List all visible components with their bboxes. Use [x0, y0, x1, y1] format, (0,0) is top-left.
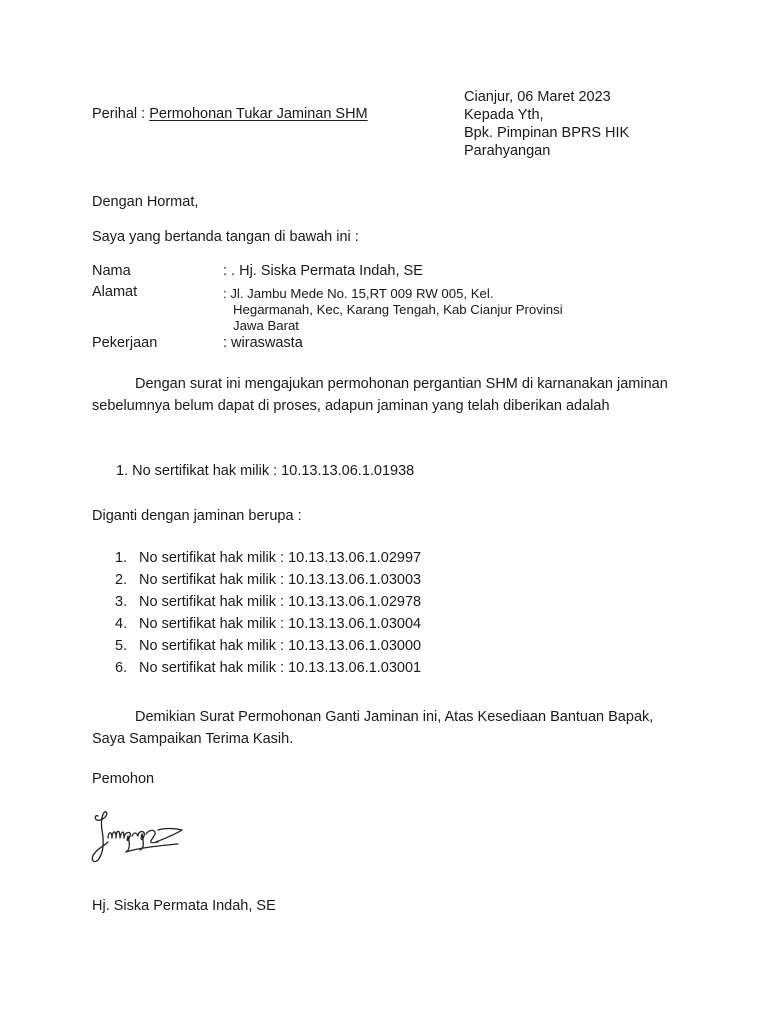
- list-item: No sertifikat hak milik : 10.13.13.06.1.02978: [139, 594, 422, 610]
- alamat-line-1: : Jl. Jambu Mede No. 15,RT 009 RW 005, Kel.: [223, 286, 494, 301]
- body-paragraph-1-text: Dengan surat ini mengajukan permohonan pergantian SHM di karnanakan jaminan sebelumnya belum dapat di proses, adapun jaminan yang telah diberikan adalah: [92, 376, 668, 414]
- subject-line: [92, 106, 368, 123]
- subject-text: Permohonan Tukar Jaminan SHM: [149, 106, 368, 122]
- list-item-number: 1.: [115, 550, 128, 566]
- list-item: No sertifikat hak milik : 10.13.13.06.1.03004: [139, 616, 422, 632]
- handwritten-signature-icon: [86, 808, 190, 870]
- alamat-line-3: Jawa Barat: [233, 318, 299, 333]
- recipient-salutation: Kepada Yth,: [464, 107, 544, 123]
- nama-label: Nama: [92, 263, 131, 279]
- recipient-name: Bpk. Pimpinan BPRS HIK: [464, 125, 630, 141]
- list-item-number: 2.: [115, 572, 128, 588]
- replacement-heading: Diganti dengan jaminan berupa :: [92, 508, 302, 524]
- list-item: No sertifikat hak milik : 10.13.13.06.1.02997: [139, 550, 422, 566]
- signer-name: Hj. Siska Permata Indah, SE: [92, 898, 276, 914]
- old-collateral-item: 1. No sertifikat hak milik : 10.13.13.06.1.01938: [116, 463, 415, 479]
- subject-label: Perihal :: [92, 106, 150, 122]
- list-item-number: 5.: [115, 638, 128, 654]
- alamat-line-2: Hegarmanah, Kec, Karang Tengah, Kab Cianjur Provinsi: [233, 302, 563, 317]
- recipient-block: [464, 88, 629, 160]
- body-paragraph-1: [92, 374, 672, 417]
- nama-value: : . Hj. Siska Permata Indah, SE: [223, 263, 423, 279]
- body-paragraph-2-text: Demikian Surat Permohonan Ganti Jaminan ini, Atas Kesediaan Bantuan Bapak, Saya Sampaikan Terima Kasih.: [92, 709, 654, 747]
- list-item: No sertifikat hak milik : 10.13.13.06.1.03001: [139, 660, 422, 676]
- greeting: Dengan Hormat,: [92, 194, 199, 210]
- list-item: No sertifikat hak milik : 10.13.13.06.1.03003: [139, 572, 422, 588]
- place-date: Cianjur, 06 Maret 2023: [464, 89, 611, 105]
- alamat-label: Alamat: [92, 284, 138, 300]
- list-item-number: 3.: [115, 594, 128, 610]
- list-item-number: 6.: [115, 660, 128, 676]
- closing-label: Pemohon: [92, 771, 155, 787]
- pekerjaan-value: : wiraswasta: [223, 335, 303, 351]
- body-paragraph-2: [92, 707, 672, 750]
- list-item: No sertifikat hak milik : 10.13.13.06.1.03000: [139, 638, 422, 654]
- intro-text: Saya yang bertanda tangan di bawah ini :: [92, 229, 359, 245]
- recipient-name-cont: Parahyangan: [464, 143, 551, 159]
- list-item-number: 4.: [115, 616, 128, 632]
- pekerjaan-label: Pekerjaan: [92, 335, 158, 351]
